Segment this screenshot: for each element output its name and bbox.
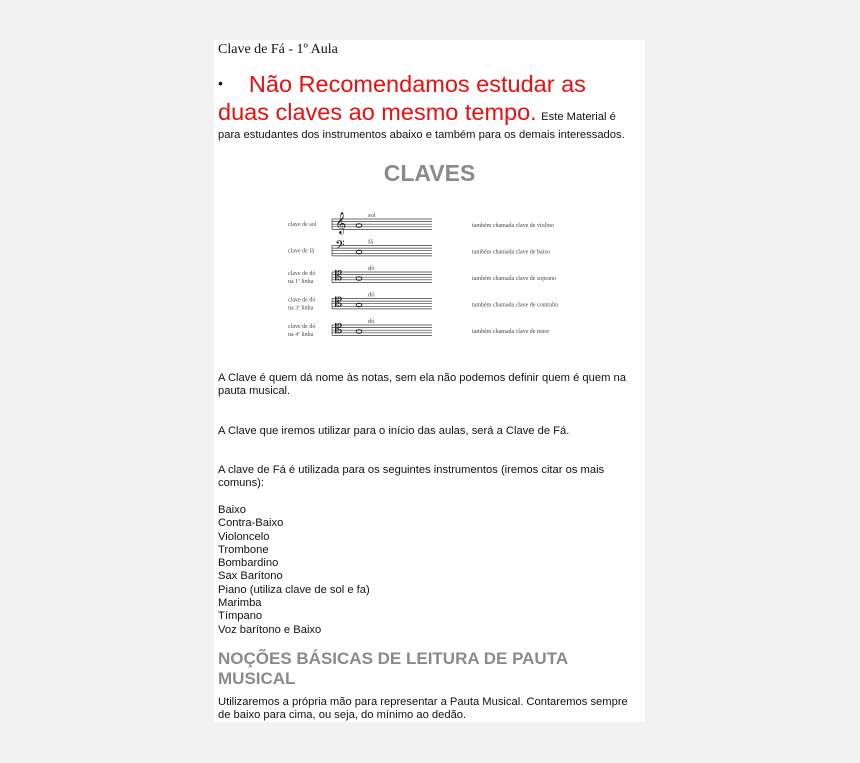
section-title: NOÇÕES BÁSICAS DE LEITURA DE PAUTA MUSICAL <box>218 649 568 688</box>
clef-table-figure <box>280 205 580 345</box>
c-clef-icon: 𝄡 <box>335 295 343 311</box>
paragraph-clave-de-fa: A Clave que iremos utilizar para o início das aulas, será a Clave de Fá. <box>218 425 570 437</box>
document-header: Clave de Fá - 1º Aula <box>218 42 338 57</box>
note-name-label: dó <box>368 318 375 325</box>
instrument-item: Bombardino <box>218 557 279 570</box>
clef-description: também chamada clave de violino <box>472 223 554 230</box>
section-paragraph: Utilizaremos a própria mão para representar a Pauta Musical. Contaremos sempre de baixo para cima, ou seja, do mínimo ao dedão. <box>218 696 628 722</box>
instrument-item: Baixo <box>218 504 246 516</box>
clef-label: clave de dó <box>288 297 316 304</box>
clef-label-line: na 4ª linha <box>288 332 314 339</box>
note-name-label: dó <box>368 265 375 272</box>
bass-clef-icon: 𝄢 <box>335 237 345 256</box>
intro-note: Este Material é para estudantes dos instrumentos abaixo e também para os demais interessados. <box>218 111 625 141</box>
treble-clef-icon: 𝄞 <box>335 212 347 235</box>
clef-description: também chamada clave de baixo <box>472 249 551 256</box>
note-name-label: dó <box>368 291 375 299</box>
instrument-item: Voz barítono e Baixo <box>218 623 322 636</box>
claves-heading: CLAVES <box>383 160 476 186</box>
intro-paragraph <box>218 70 640 142</box>
instrument-list <box>218 504 370 637</box>
instrument-item: Trombone <box>218 543 269 556</box>
instrument-item: Piano (utiliza clave de sol e fa) <box>218 583 370 596</box>
instrument-item: Violoncelo <box>218 530 270 543</box>
clef-table-image <box>280 205 580 345</box>
document-page <box>214 40 645 722</box>
instrument-item: Marimba <box>218 597 262 610</box>
paragraph-instruments-intro: A clave de Fá é utilizada para os seguintes instrumentos (iremos citar os mais comuns): <box>218 464 605 490</box>
bullet-icon: • <box>218 75 223 91</box>
clef-description: também chamada clave de tenor <box>472 329 550 336</box>
clef-label: clave de sol <box>288 222 317 229</box>
clef-label-line: na 3ª linha <box>288 305 314 312</box>
note-name-label: fá <box>368 238 374 246</box>
paragraph-clave-definition: A Clave é quem dá nome às notas, sem ela não podemos definir quem é quem na pauta musical. <box>218 372 626 398</box>
clef-description: também chamada clave de soprano <box>472 276 556 283</box>
instrument-item: Sax Barítono <box>218 570 283 583</box>
clef-description: também chamada clave de contralto <box>472 302 559 309</box>
clef-label: clave de dó <box>288 271 316 278</box>
clef-label: clave de dó <box>288 324 316 331</box>
c-clef-icon: 𝄡 <box>335 322 343 338</box>
instrument-item: Tímpano <box>218 610 263 623</box>
note-name-label: sol <box>368 212 376 219</box>
c-clef-icon: 𝄡 <box>335 269 343 285</box>
clef-label-line: na 1ª linha <box>288 279 314 286</box>
clef-label: clave de fá <box>288 248 314 255</box>
instrument-item: Contra-Baixo <box>218 517 284 530</box>
warning-text: Não Recomendamos estudar as duas claves ao mesmo tempo. <box>218 71 586 125</box>
